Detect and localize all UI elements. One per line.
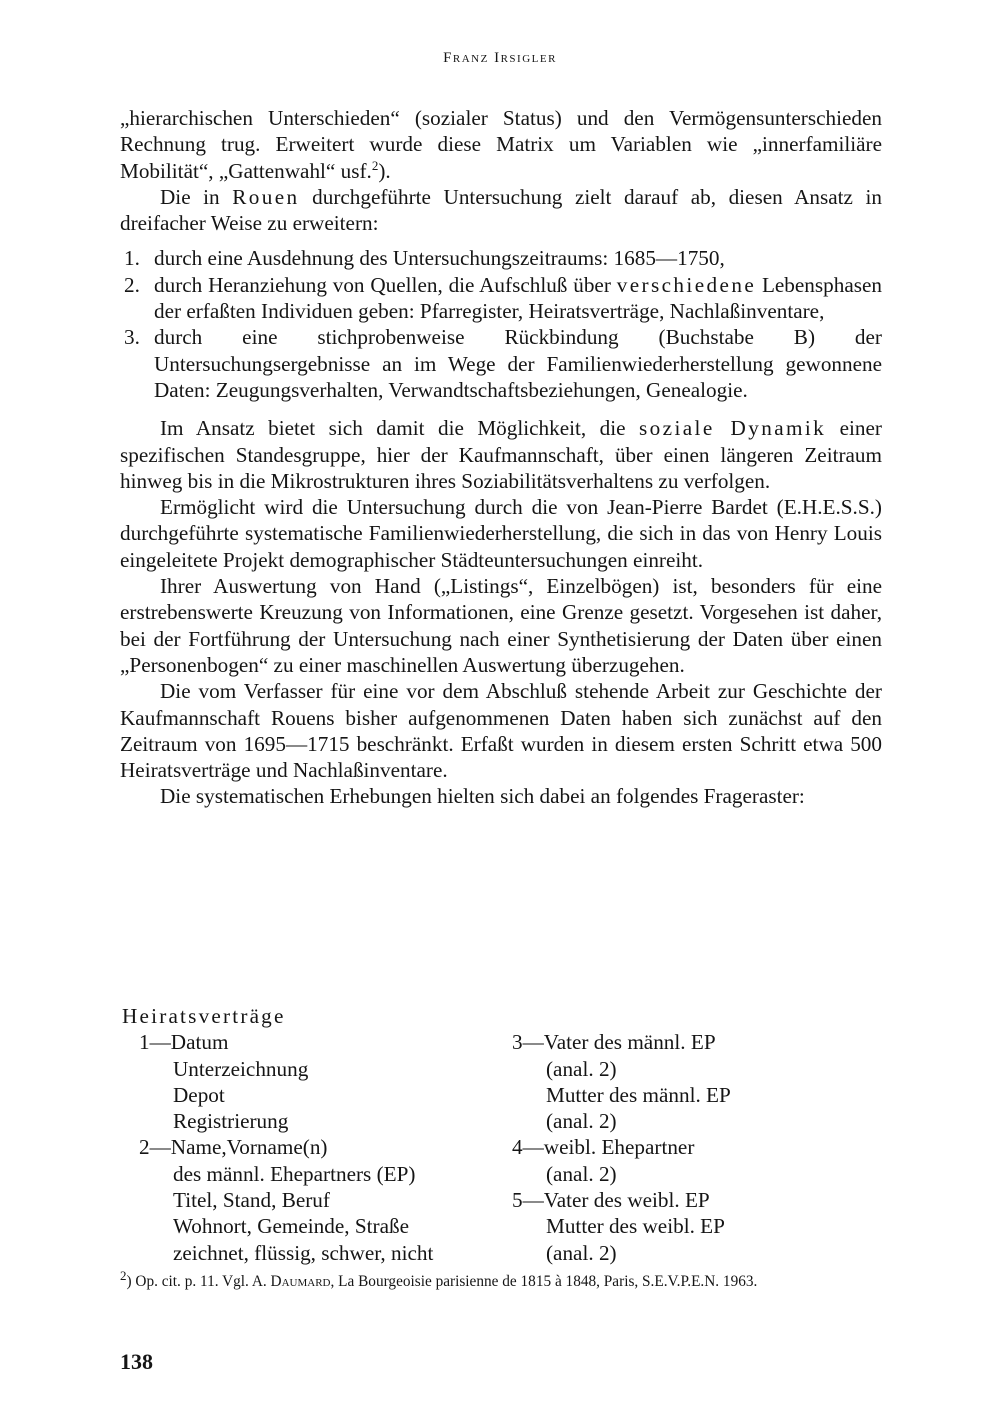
outline-item: (anal. 2) bbox=[546, 1056, 617, 1081]
paragraph-text: „hierarchischen Unterschieden“ (sozialer Status) und den Vermögensunterschieden Rechnung trug. Erweitert wurde diese Matrix um Variablen wie „innerfamiliäre Mobilität“, „Gattenwahl“ usf. bbox=[120, 106, 882, 183]
outline-item: Registrierung bbox=[173, 1109, 289, 1134]
running-header: Franz Irsigler bbox=[443, 50, 557, 66]
footnote-ref: 2 bbox=[371, 157, 379, 173]
paragraph bbox=[120, 184, 882, 237]
page-number: 138 bbox=[120, 1349, 153, 1374]
outline-item: (anal. 2) bbox=[546, 1240, 617, 1265]
footnote-marker: 2 bbox=[120, 1267, 127, 1283]
list-number: 1. bbox=[124, 246, 140, 271]
paragraph-text: Im Ansatz bietet sich damit die Möglichkeit, die bbox=[160, 416, 640, 441]
body-text bbox=[120, 105, 882, 810]
outline-item: Mutter des weibl. EP bbox=[546, 1214, 725, 1239]
outline-item: (anal. 2) bbox=[546, 1161, 617, 1186]
outline-item: 4—weibl. Ehepartner bbox=[512, 1135, 695, 1160]
list-number: 3. bbox=[124, 325, 140, 350]
list-item bbox=[120, 324, 882, 403]
outline-item: Unterzeichnung bbox=[173, 1056, 309, 1081]
paragraph bbox=[120, 415, 882, 494]
outline-item: des männl. Ehepartners (EP) bbox=[173, 1161, 416, 1186]
list-item-text: durch Heranziehung von Quellen, die Aufschluß über bbox=[154, 272, 617, 297]
numbered-list bbox=[120, 245, 882, 403]
list-item-text: durch eine stichprobenweise Rückbindung (Buchstabe B) der Untersuchungsergebnisse an im Wege der Familienwiederherstellung gewonnene Daten: Zeugungsverhalten, Verwandtschaftsbeziehungen, Genealogie. bbox=[154, 325, 882, 402]
outline-item: 5—Vater des weibl. EP bbox=[512, 1188, 710, 1213]
outline-left-column bbox=[122, 1029, 512, 1266]
spaced-word: verschiedene bbox=[616, 272, 757, 297]
paragraph-text: durchgeführte Untersuchung zielt darauf ab, diesen Ansatz in dreifacher Weise zu erweitern: bbox=[120, 184, 882, 236]
outline-columns bbox=[122, 1029, 882, 1266]
list-item-text: durch eine Ausdehnung des Untersuchungszeitraums: 1685—1750, bbox=[154, 246, 725, 271]
list-number: 2. bbox=[124, 272, 140, 297]
footnote-text: ) Op. cit. p. 11. Vgl. A. bbox=[126, 1273, 271, 1290]
place-name: Rouen bbox=[232, 184, 300, 209]
paragraph: Die systematischen Erhebungen hielten sich dabei an folgendes Frageraster: bbox=[160, 784, 805, 809]
outline-item: 2—Name,Vorname(n) bbox=[139, 1135, 328, 1160]
outline-item: Depot bbox=[173, 1082, 225, 1107]
outline-item: 3—Vater des männl. EP bbox=[512, 1030, 716, 1055]
outline-title: Heiratsverträge bbox=[122, 1004, 286, 1028]
list-item bbox=[120, 272, 882, 325]
outline-right-column bbox=[512, 1029, 882, 1266]
footnote bbox=[120, 1267, 882, 1292]
outline-item: 1—Datum bbox=[139, 1030, 229, 1055]
footnote-text: , La Bourgeoisie parisienne de 1815 à 1848, Paris, S.E.V.P.E.N. 1963. bbox=[330, 1273, 758, 1290]
list-item-text: Lebensphasen der erfaßten Individuen geben: Pfarregister, Heiratsverträge, Nachlaßinventare, bbox=[154, 272, 882, 324]
outline-item: zeichnet, flüssig, schwer, nicht bbox=[173, 1240, 434, 1265]
spaced-phrase: soziale Dynamik bbox=[639, 416, 827, 441]
outline-item: (anal. 2) bbox=[546, 1109, 617, 1134]
paragraph-text: einer spezifischen Standesgruppe, hier der Kaufmannschaft, über einen längeren Zeitraum hinweg bis in die Mikrostrukturen ihres Soziabilitätsverhaltens zu verfolgen. bbox=[120, 416, 882, 493]
paragraph: Die vom Verfasser für eine vor dem Abschluß stehende Arbeit zur Geschichte der Kaufmannschaft Rouens bisher aufgenommenen Daten haben sich zunächst auf den Zeitraum von 1695—1715 beschränkt. Erfaßt wurden in diesem ersten Schritt etwa 500 Heiratsverträge und Nachlaßinventare. bbox=[120, 679, 882, 783]
outline-heiratsvertraege bbox=[122, 1003, 882, 1266]
paragraph: Ermöglicht wird die Untersuchung durch die von Jean-Pierre Bardet (E.H.E.S.S.) durchgeführte systematische Familienwiederherstellung, die sich in das von Henry Louis eingeleitete Projekt demographischer Städteuntersuchungen einreiht. bbox=[120, 495, 882, 572]
paragraph-text: ). bbox=[378, 158, 391, 183]
paragraph-text: Die in bbox=[160, 184, 233, 209]
outline-item: Mutter des männl. EP bbox=[546, 1082, 731, 1107]
paragraph bbox=[120, 105, 882, 184]
footnote-author: Daumard bbox=[270, 1273, 331, 1290]
list-item bbox=[120, 245, 882, 271]
outline-item: Wohnort, Gemeinde, Straße bbox=[173, 1214, 409, 1239]
paragraph: Ihrer Auswertung von Hand („Listings“, Einzelbögen) ist, besonders für eine erstrebenswerte Kreuzung von Informationen, eine Grenze gesetzt. Vorgesehen ist daher, bei der Fortführung der Untersuchung nach einer Synthetisierung der Daten über einen „Personenbogen“ zu einer maschinellen Auswertung überzugehen. bbox=[120, 574, 882, 677]
outline-item: Titel, Stand, Beruf bbox=[173, 1188, 330, 1213]
